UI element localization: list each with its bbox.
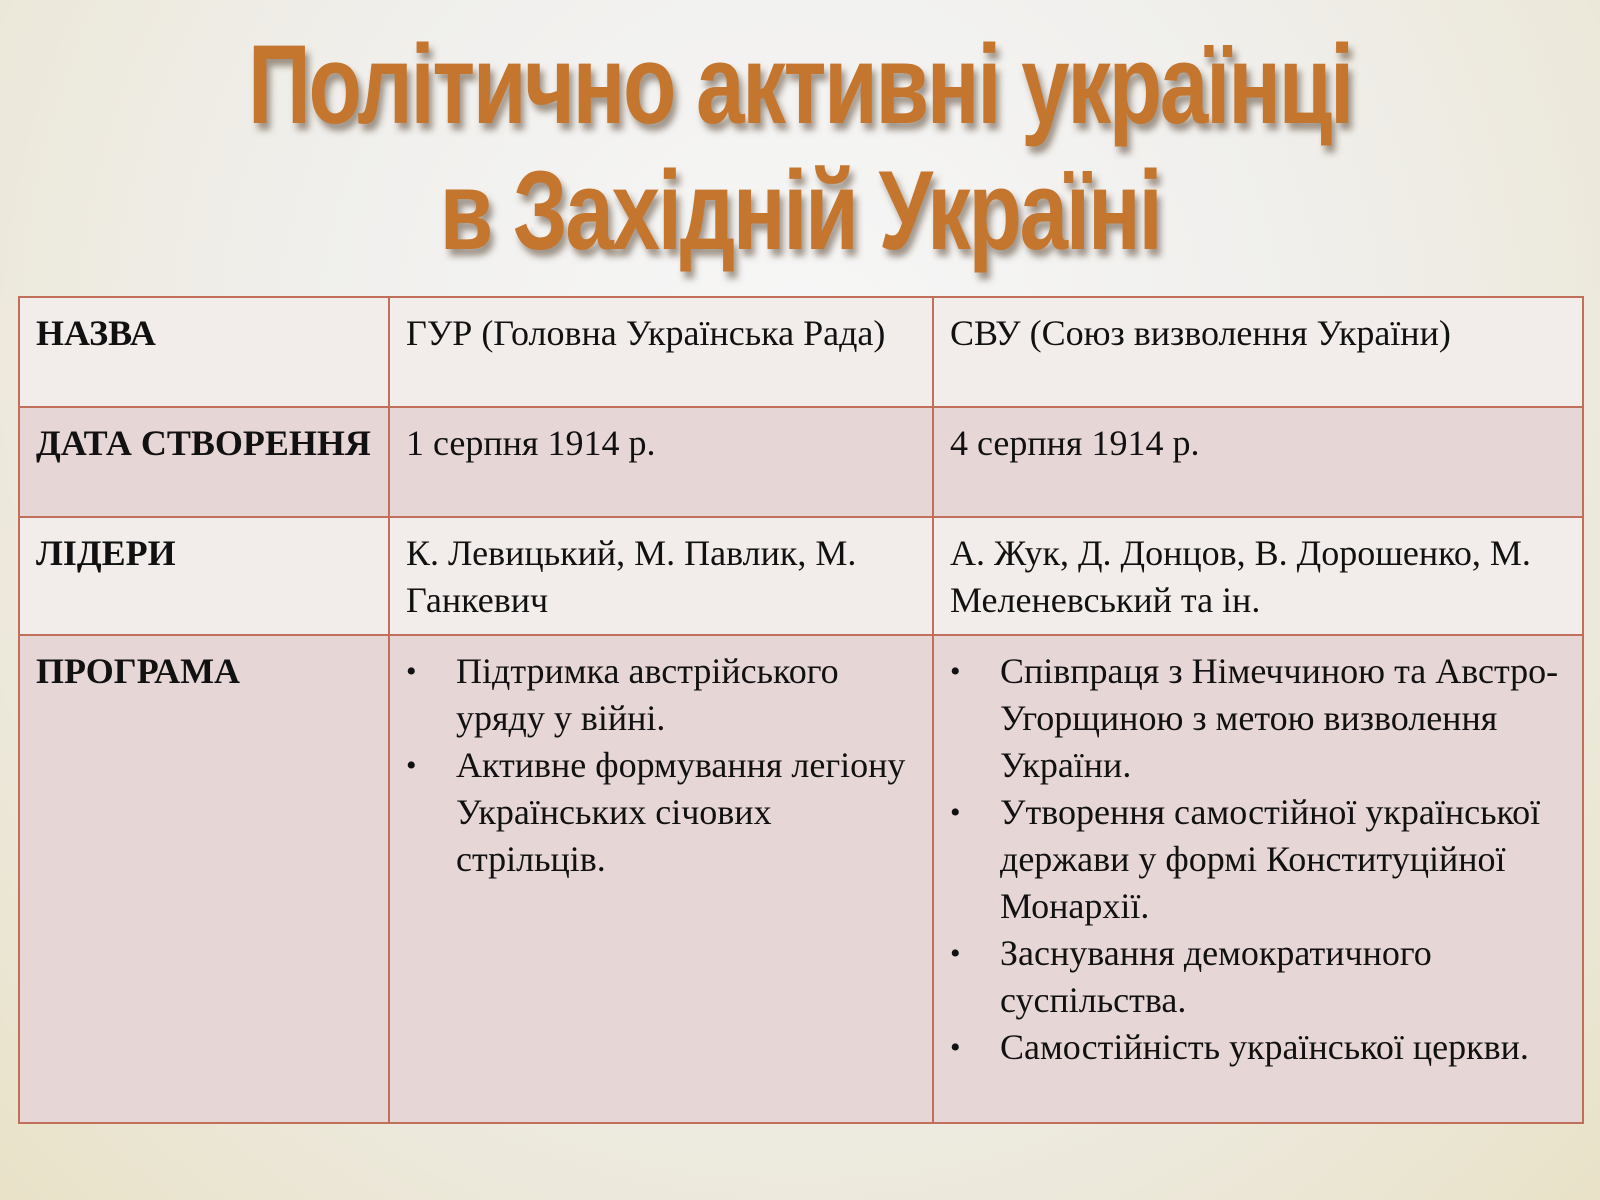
row-label-date: ДАТА СТВОРЕННЯ [19, 407, 389, 517]
gur-program-cell [389, 635, 933, 1123]
table-row-leaders [19, 517, 1583, 635]
table-row-program [19, 635, 1583, 1123]
list-item: • Підтримка австрійського уряду у війні. [406, 648, 916, 742]
row-label-leaders: ЛІДЕРИ [19, 517, 389, 635]
table-row-date [19, 407, 1583, 517]
slide-title [176, 22, 1424, 274]
row-label-program: ПРОГРАМА [19, 635, 389, 1123]
svu-program-cell [933, 635, 1583, 1123]
list-item: • Самостійність української церкви. [950, 1024, 1566, 1071]
table-row-name [19, 297, 1583, 407]
title-line-1: Політично активні українці [248, 22, 1352, 147]
gur-name-cell: ГУР (Головна Українська Рада) [389, 297, 933, 407]
svu-date-cell: 4 серпня 1914 р. [933, 407, 1583, 517]
comparison-table [18, 296, 1584, 1124]
row-label-name: НАЗВА [19, 297, 389, 407]
title-line-2: в Західній Україні [439, 148, 1161, 273]
list-item: • Співпраця з Німеччиною та Австро-Угорщиною з метою визволення України. [950, 648, 1566, 789]
gur-program-list [406, 648, 916, 883]
svu-program-list [950, 648, 1566, 1071]
gur-leaders-cell: К. Левицький, М. Павлик, М. Ганкевич [389, 517, 933, 635]
list-item: • Утворення самостійної української держави у формі Конституційної Монархії. [950, 789, 1566, 930]
list-item: • Активне формування легіону Українських січових стрільців. [406, 742, 916, 883]
svu-name-cell: СВУ (Союз визволення України) [933, 297, 1583, 407]
gur-date-cell: 1 серпня 1914 р. [389, 407, 933, 517]
list-item: • Заснування демократичного суспільства. [950, 930, 1566, 1024]
svu-leaders-cell: А. Жук, Д. Донцов, В. Дорошенко, М. Меленевський та ін. [933, 517, 1583, 635]
